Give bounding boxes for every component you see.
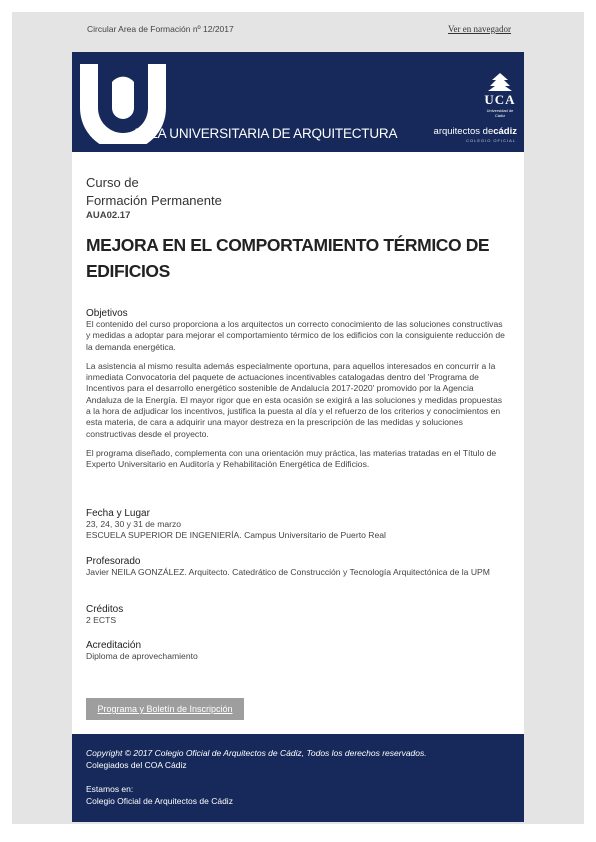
footer-located-label: Estamos en: xyxy=(86,784,134,794)
objectives-heading: Objetivos xyxy=(86,308,128,319)
course-code: AUA02.17 xyxy=(86,210,131,221)
accreditation-body: Diploma de aprovechamiento xyxy=(86,651,198,661)
objectives-section xyxy=(86,308,506,471)
credits-body: 2 ECTS xyxy=(86,615,117,625)
footer-copyright: Copyright © 2017 Colegio Oficial de Arquitectos de Cádiz, Todos los derechos reservados. xyxy=(86,748,427,758)
topbar xyxy=(87,24,511,38)
teacher-section xyxy=(86,556,506,578)
date-place-heading: Fecha y Lugar xyxy=(86,508,150,519)
footer xyxy=(72,734,524,822)
teacher-body: Javier NEILA GONZÁLEZ. Arquitecto. Catedrático de Construcción y Tecnología Arquitectónica de la UPM xyxy=(86,567,490,577)
email-card xyxy=(72,52,524,822)
uca-logo-text: UCA xyxy=(484,92,516,107)
view-in-browser-link[interactable]: Ver en navegador xyxy=(448,24,511,34)
course-type xyxy=(86,174,222,210)
banner-title: AULA UNIVERSITARIA DE ARQUITECTURA xyxy=(132,126,398,141)
coa-logo xyxy=(434,126,517,137)
objectives-paragraph-2: La asistencia al mismo resulta además especialmente oportuna, para aquellos interesados en concurrir a la inmediata Convocatoria del paquete de actuaciones incentivables catalogadas dentro del 'Programa de Incentivos para el desarrollo energético sostenible de Andalucía 2017-2020' promovido por la Agencia Andaluza de la Energía. El mayor rigor que en esta ocasión se exigirá a las soluciones y medidas propuestas a la hora de adjudicar los incentivos, justifica la puesta al día y el refuerzo de los criterios y conocimientos en esta materia, de cara a adquirir una mayor destreza en la prescripción de las medidas y soluciones constructivas desde el proyecto. xyxy=(86,360,503,439)
date-place-location: ESCUELA SUPERIOR DE INGENIERÍA. Campus Universitario de Puerto Real xyxy=(86,530,386,541)
teacher-heading: Profesorado xyxy=(86,556,141,567)
course-title: MEJORA EN EL COMPORTAMIENTO TÉRMICO DE EDIFICIOS xyxy=(86,235,490,281)
course-type-line2: Formación Permanente xyxy=(86,193,222,208)
accreditation-heading: Acreditación xyxy=(86,640,142,651)
date-place-section xyxy=(86,508,506,542)
accreditation-section xyxy=(86,640,506,662)
credits-section xyxy=(86,604,506,626)
header-banner xyxy=(72,52,524,152)
course-type-line1: Curso de xyxy=(86,175,139,190)
objectives-paragraph-1: El contenido del curso proporciona a los arquitectos un correcto conocimiento de las soluciones constructivas y medidas a adoptar para mejorar el comportamiento térmico de los edificios con la consiguiente reducción de la demanda energética. xyxy=(86,319,505,352)
date-place-dates: 23, 24, 30 y 31 de marzo xyxy=(86,519,182,529)
coa-logo-bold: cádiz xyxy=(493,126,517,137)
footer-address: Colegio Oficial de Arquitectos de Cádiz xyxy=(86,796,233,806)
program-registration-button[interactable]: Programa y Boletín de Inscripción xyxy=(86,698,244,720)
coa-logo-prefix: arquitectos de xyxy=(433,126,494,137)
crest-icon xyxy=(482,72,518,92)
footer-members: Colegiados del COA Cádiz xyxy=(86,760,187,770)
uca-logo-subtext: Universidad de Cádiz xyxy=(486,108,514,118)
uca-logo xyxy=(482,72,518,118)
circular-label: Circular Area de Formación nº 12/2017 xyxy=(87,24,234,34)
objectives-paragraph-3: El programa diseñado, complementa con una orientación muy práctica, las materias tratadas en el Título de Experto Universitario en Auditoría y Rehabilitación Energética de Edificios. xyxy=(86,447,497,470)
credits-heading: Créditos xyxy=(86,604,124,615)
coa-logo-subtext: COLEGIO OFICIAL xyxy=(466,138,516,143)
